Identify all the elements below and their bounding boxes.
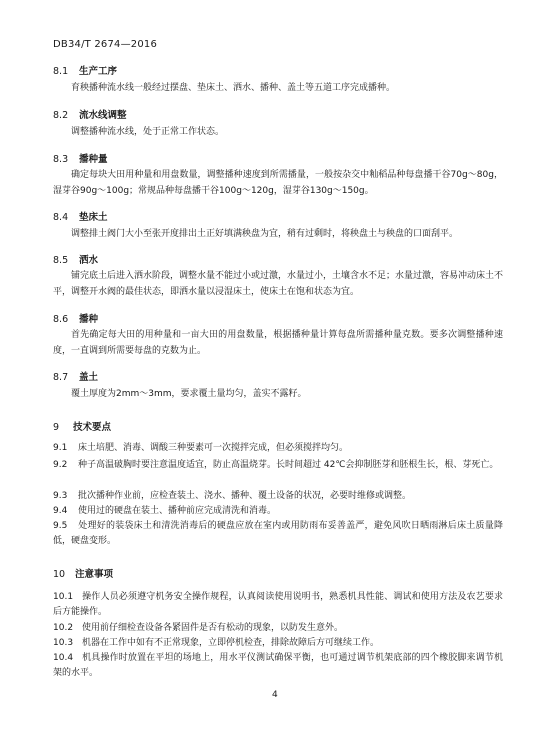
- item-number: 9.1: [53, 443, 68, 453]
- section-number: 8.3: [53, 154, 69, 165]
- list-item-9-4: [53, 504, 503, 519]
- section-heading-8-6: [53, 311, 98, 325]
- list-item-9-1: [53, 441, 503, 456]
- section-title: 生产工序: [79, 66, 118, 77]
- section-heading-8-7: [53, 369, 98, 383]
- item-text: 机器在工作中如有不正常现象，立即停机检查，排除故障后方可继续工作。: [82, 638, 380, 648]
- section-number: 8.4: [53, 212, 69, 223]
- section-paragraph-8-5: 铺完底土后进入洒水阶段，调整水量不能过小或过激，水量过小，土壤含水不足；水量过激，容易冲动床土不平，调整开水阀的最佳状态，即洒水量以浸湿床土，使床土在饱和状态为宜。: [53, 271, 504, 297]
- section-heading-8-2: [53, 107, 127, 121]
- item-text: 种子高温破胸时要注意温度适宜，防止高温烧芽。长时间超过 42℃会抑制胚芽和胚根生长，根、芽死亡。: [78, 460, 499, 470]
- list-item-9-5: [53, 519, 503, 549]
- item-text: 批次播种作业前，应检查装土、浇水、播种、覆土设备的状况，必要时维修或调整。: [78, 491, 412, 501]
- list-item-9-2: [53, 458, 503, 473]
- section-paragraph-8-1: 育秧播种流水线一般经过摆盘、垫床土、洒水、播种、盖土等五道工序完成播种。: [71, 83, 396, 93]
- item-text: 机具操作时放置在平坦的场地上，用水平仪测试确保平衡，也可通过调节机架底部的四个橡胶脚来调节机架的水平。: [53, 653, 503, 678]
- section-paragraph-8-4: 调整排土阀门大小至张开度排出土正好填满秧盘为宜，稍有过剩时，将秧盘土与秧盘的口面刮平。: [71, 229, 459, 239]
- section-paragraph-8-3: 确定每块大田用种量和用盘数量，调整播种速度到所需播量，一般按杂交中籼稻品种每盘播干谷70g～80g，湿芽谷90g～100g；常规品种每盘播干谷100g～120g，湿芽谷130g～150g。: [53, 170, 503, 196]
- section-heading-8-4: [53, 209, 108, 223]
- chapter-heading-9: [53, 419, 111, 433]
- section-paragraph-8-6: 首先确定每大田的用种量和一亩大田的用盘数量，根据播种量计算每盘所需播种量克数。要多次调整播种速度，一直调到所需要每盘的克数为止。: [53, 330, 503, 356]
- chapter-number: 10: [53, 569, 66, 580]
- item-text: 操作人员必须遵守机务安全操作规程，认真阅读使用说明书，熟悉机具性能、调试和使用方法及农艺要求后方能操作。: [53, 592, 503, 617]
- page-number: 4: [272, 690, 278, 700]
- item-number: 10.4: [53, 653, 74, 663]
- section-title: 播种: [79, 314, 99, 325]
- section-heading-8-1: [53, 63, 117, 77]
- section-paragraph-8-2: 调整播种流水线，处于正常工作状态。: [71, 127, 225, 137]
- section-number: 8.2: [53, 110, 69, 121]
- section-title: 盖土: [79, 372, 99, 383]
- item-number: 9.2: [53, 460, 68, 470]
- section-number: 8.1: [53, 66, 69, 77]
- list-item-9-3: [53, 489, 503, 504]
- standard-code: DB34/T 2674—2016: [53, 39, 158, 50]
- section-title: 垫床土: [79, 212, 108, 223]
- list-item-10-2: [53, 621, 503, 636]
- chapter-heading-10: [53, 566, 113, 580]
- section-title: 洒水: [79, 255, 99, 266]
- item-number: 9.5: [53, 521, 68, 531]
- item-number: 10.3: [53, 638, 74, 648]
- item-number: 10.1: [53, 592, 74, 602]
- list-item-10-3: [53, 636, 503, 651]
- item-text: 床土培肥、消毒、调酸三种要素可一次搅拌完成，但必须搅拌均匀。: [78, 443, 349, 453]
- item-text: 处理好的装袋床土和清洗消毒后的硬盘应放在室内或用防雨布妥善盖严，避免风吹日晒雨淋后床土质量降低，硬盘变形。: [53, 521, 503, 546]
- item-text: 使用过的硬盘在装土、播种前应完成清洗和消毒。: [78, 506, 277, 516]
- section-heading-8-5: [53, 252, 98, 266]
- section-heading-8-3: [53, 151, 108, 165]
- chapter-title: 技术要点: [73, 422, 112, 433]
- section-title: 流水线调整: [79, 110, 127, 121]
- item-number: 9.3: [53, 491, 68, 501]
- list-item-10-1: [53, 590, 503, 620]
- chapter-title: 注意事项: [75, 569, 114, 580]
- section-title: 播种量: [79, 154, 108, 165]
- section-paragraph-8-7: 覆土厚度为2mm～3mm，要求覆土量均匀，盖实不露籽。: [71, 389, 307, 399]
- item-text: 使用前仔细检查设备各紧固件是否有松动的现象，以防发生意外。: [82, 623, 344, 633]
- list-item-10-4: [53, 651, 503, 681]
- section-number: 8.7: [53, 372, 69, 383]
- section-number: 8.6: [53, 314, 69, 325]
- item-number: 10.2: [53, 623, 74, 633]
- section-number: 8.5: [53, 255, 69, 266]
- item-number: 9.4: [53, 506, 68, 516]
- chapter-number: 9: [53, 422, 60, 433]
